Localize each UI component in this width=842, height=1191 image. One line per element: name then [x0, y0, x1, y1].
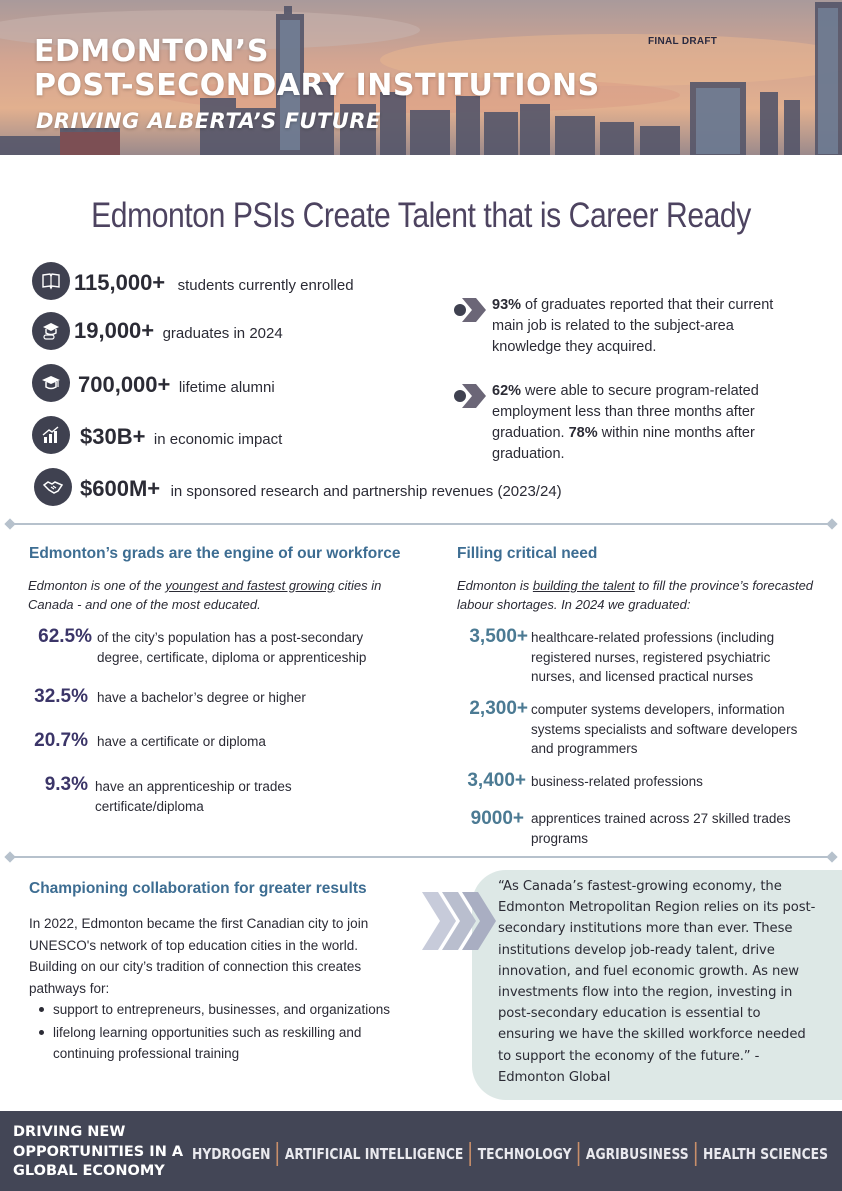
outcome-bold-value: 62%: [492, 383, 522, 399]
workforce-heading: Edmonton’s grads are the engine of our workforce: [29, 545, 401, 562]
tag-separator: [470, 1142, 472, 1166]
outcome-bold-value-2: 78%: [568, 425, 598, 441]
graduate-count: 3,500+: [469, 626, 528, 647]
stat-label: in economic impact: [153, 431, 283, 448]
stat-number: $30B+: [80, 424, 146, 449]
critical-need-heading: Filling critical need: [457, 545, 598, 562]
critical-need-intro: [457, 576, 817, 614]
list-item: lifelong learning opportunities such as reskilling and continuing professional training: [29, 1022, 404, 1065]
collaboration-heading: Championing collaboration for greater results: [29, 880, 367, 897]
banner-title-line2: POST-SECONDARY INSTITUTIONS: [34, 68, 600, 103]
stat-label: students currently enrolled: [177, 277, 354, 294]
stat-alumni: [78, 372, 275, 398]
outcome-job-related: [492, 295, 777, 358]
outcome-text: were able to secure program-related employment less than three months after graduation.: [492, 383, 759, 441]
chevrons-decoration-icon: [422, 890, 496, 952]
workforce-intro: [28, 576, 428, 614]
stat-percent-text: of the city’s population has a post-secondary degree, certificate, diploma or apprenticeship: [97, 630, 367, 665]
graduation-cap-icon: [32, 364, 70, 402]
banner-title-line1: EDMONTON’S: [34, 34, 269, 69]
stat-percent-text: have a certificate or diploma: [97, 734, 266, 749]
stat-percent: 9.3%: [44, 774, 88, 795]
graduate-field-text: apprentices trained across 27 skilled trades programs: [531, 811, 791, 846]
stat-percent: 62.5%: [38, 626, 92, 647]
outcome-employment: [492, 381, 797, 465]
graduate-count: 2,300+: [469, 698, 528, 719]
chevron-arrow-icon: [452, 298, 486, 322]
intro-underlined: building the talent: [532, 578, 635, 593]
stat-label: lifetime alumni: [178, 379, 275, 396]
stat-percent: 32.5%: [34, 686, 88, 707]
outcome-text: of graduates reported that their current main job is related to the subject-area knowledge they acquired.: [492, 297, 774, 355]
stat-number: 19,000+: [74, 318, 155, 343]
page-title: Edmonton PSIs Create Talent that is Career Ready: [91, 196, 751, 235]
collaboration-bullets: [29, 999, 404, 1066]
footer-tag-health-sciences: HEALTH SCIENCES: [703, 1145, 829, 1163]
stat-research-revenues: [80, 476, 562, 502]
tag-separator: [277, 1142, 279, 1166]
graduate-field-text: healthcare-related professions (including registered nurses, registered psychiatric nurses, and licensed practical nurses: [531, 630, 775, 684]
collaboration-body: In 2022, Edmonton became the first Canadian city to join UNESCO's network of top education cities in the world. Building on our city’s tradition of connection this creates pathways for:: [29, 916, 369, 996]
footer-tags: [192, 1141, 828, 1167]
graduate-diploma-icon: [32, 312, 70, 350]
tag-separator: [695, 1142, 697, 1166]
intro-underlined: youngest and fastest growing: [165, 578, 335, 593]
draft-label: FINAL DRAFT: [648, 36, 718, 47]
footer-tag-technology: TECHNOLOGY: [477, 1145, 572, 1163]
header-banner: [0, 0, 842, 155]
list-item: support to entrepreneurs, businesses, and organizations: [29, 999, 404, 1021]
chevron-arrow-icon: [452, 384, 486, 408]
stat-graduates: [74, 318, 283, 344]
graduate-count: 9000+: [470, 808, 524, 829]
intro-text: Edmonton is: [457, 578, 533, 593]
graduate-field-text: business-related professions: [531, 774, 703, 789]
stat-label: graduates in 2024: [162, 325, 283, 342]
stat-label: in sponsored research and partnership revenues (2023/24): [170, 483, 562, 500]
stat-percent: 20.7%: [34, 730, 88, 751]
intro-text: cities in Canada - and one of the most educated.: [28, 578, 382, 612]
footer-tag-ai: ARTIFICIAL INTELLIGENCE: [284, 1145, 464, 1163]
section-divider: [8, 523, 834, 525]
banner-subtitle: DRIVING ALBERTA’S FUTURE: [36, 109, 381, 133]
footer-lead: DRIVING NEW OPPORTUNITIES IN A GLOBAL ECONOMY: [13, 1124, 184, 1179]
handshake-icon: [34, 468, 72, 506]
graduate-count: 3,400+: [467, 770, 526, 791]
footer-tag-hydrogen: HYDROGEN: [192, 1145, 271, 1163]
growth-chart-icon: [32, 416, 70, 454]
stat-percent-text: have an apprenticeship or trades certificate/diploma: [95, 779, 292, 814]
intro-text: Edmonton is one of the: [28, 578, 166, 593]
tag-separator: [578, 1142, 580, 1166]
outcome-bold-value: 93%: [492, 297, 522, 313]
quote-text: “As Canada’s fastest-growing economy, the Edmonton Metropolitan Region relies on its post-secondary institutions more than ever. These institutions develop job-ready talent, drive innovation, and fuel economic growth. As new investments flow into the region, investing in post-secondary education is essential to ensuring we have the skilled workforce needed to support the economy of the future.” -Edmonton Global: [498, 879, 816, 1085]
stat-economic-impact: [80, 424, 282, 450]
intro-text: to fill the province’s forecasted labour shortages. In 2024 we graduated:: [457, 578, 814, 612]
stat-enrolled: [74, 270, 354, 296]
stat-number: $600M+: [80, 476, 161, 501]
stat-number: 700,000+: [78, 372, 171, 397]
footer-bar: [0, 1111, 842, 1191]
section-divider: [8, 856, 834, 858]
stat-number: 115,000+: [74, 270, 166, 295]
graduate-field-text: computer systems developers, information systems specialists and software developers and programmers: [531, 702, 798, 756]
outcome-text-2: within nine months after graduation.: [492, 425, 755, 462]
stat-percent-text: have a bachelor’s degree or higher: [97, 690, 306, 705]
footer-tag-agribusiness: AGRIBUSINESS: [585, 1145, 689, 1163]
book-icon: [32, 262, 70, 300]
